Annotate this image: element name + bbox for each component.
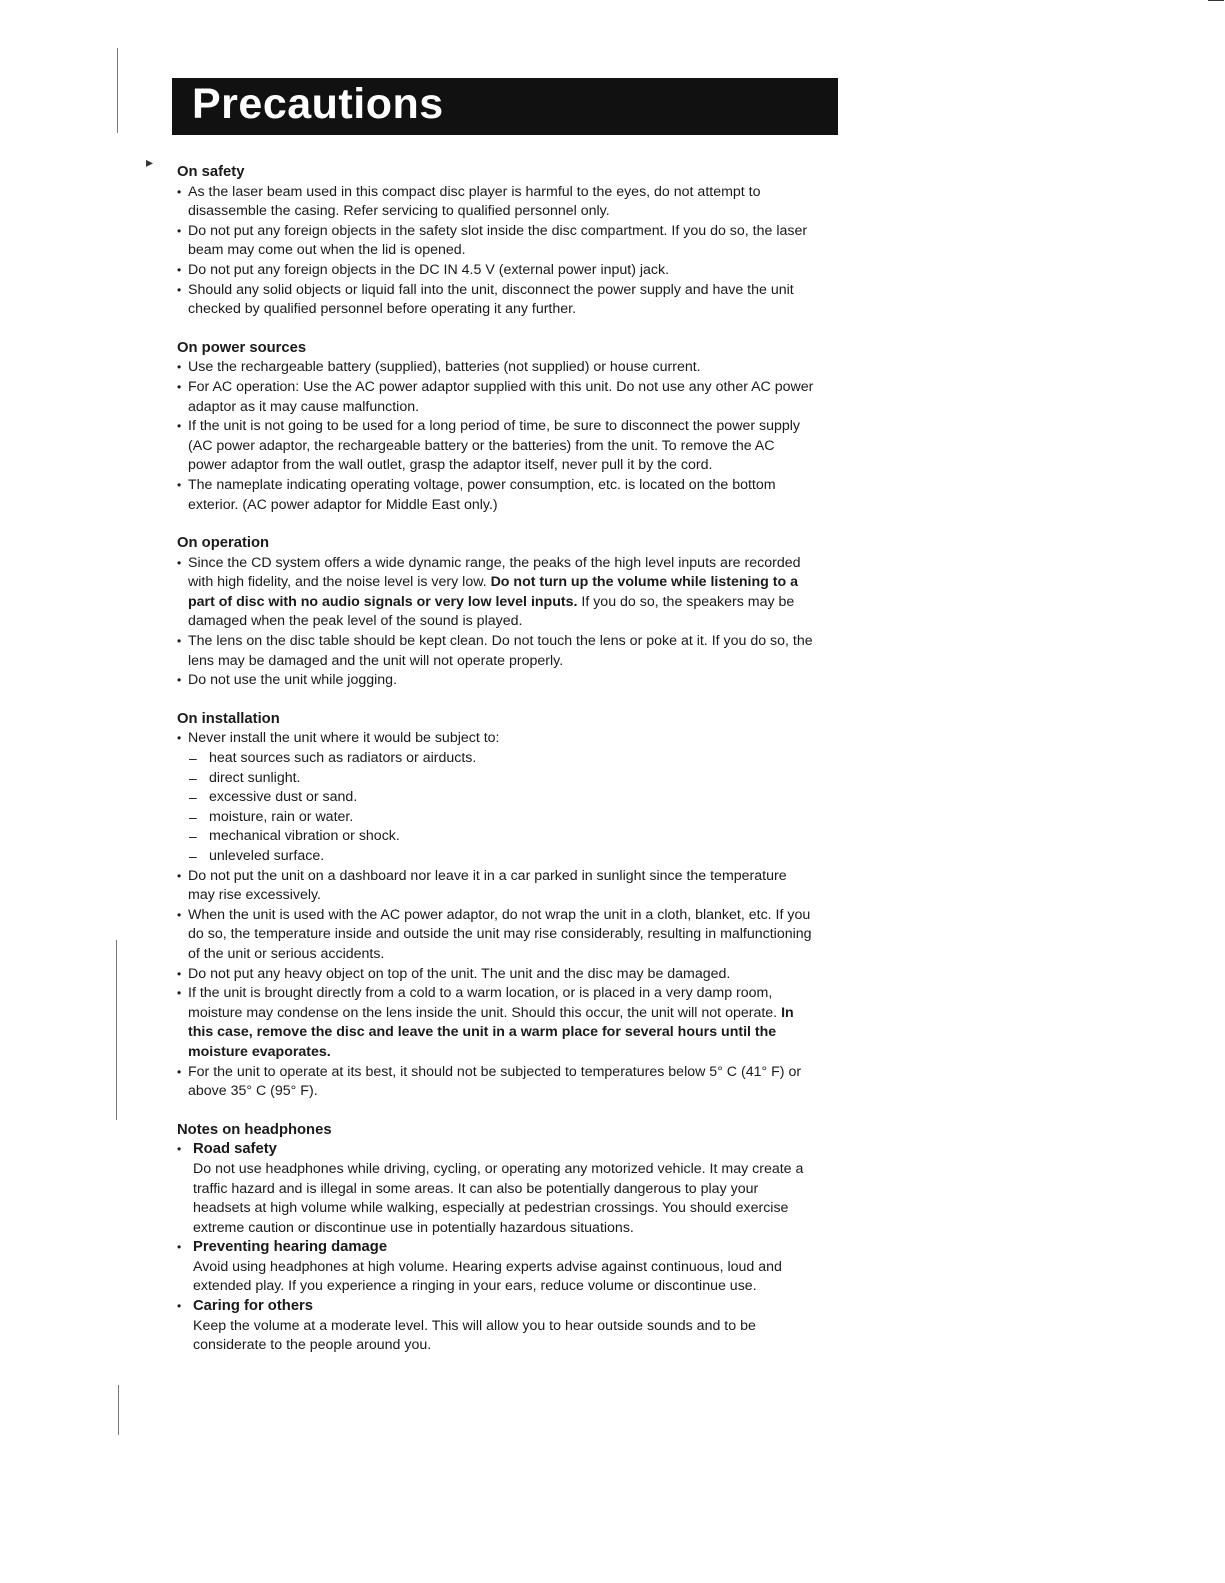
list-item: • Do not put any foreign objects in the safety slot inside the disc compartment. If you do so, the laser beam may come out when the lid is opened. [177,222,817,261]
section-heading: Notes on headphones [177,1121,332,1138]
list-item: • Do not use the unit while jogging. [177,671,817,691]
section-heading: On operation [177,535,270,552]
note-text: Do not use headphones while driving, cycling, or operating any motorized vehicle. It may create a traffic hazard and is illegal in some areas. It can also be potentially dangerous to play your headsets at high volume while walking, especially at pedestrian crossings. You should exercise extreme caution or discontinue use in potentially hazardous situations. [193,1160,804,1236]
note-item [177,1297,817,1356]
sub-list-item: – direct sunlight. [177,769,817,789]
sub-list-item: – heat sources such as radiators or airducts. [177,749,817,769]
scan-mark: ▸ [146,154,154,170]
edge-mark [1208,0,1224,1]
item-bold-warning: Do not turn up the volume while listening to a part of disc with no audio signals or very low level inputs. [188,574,798,610]
note-item [177,1238,817,1297]
note-text: Keep the volume at a moderate level. This will allow you to hear outside sounds and to be considerate to the people around you. [193,1317,756,1354]
list-item: • Should any solid objects or liquid fall into the unit, disconnect the power supply and have the unit checked by qualified personnel before operating it any further. [177,281,817,320]
section-on-installation [177,710,817,1102]
list-item [177,984,817,1062]
note-title: • Preventing hearing damage [193,1239,388,1256]
title-bar [172,78,838,135]
section-heading: On safety [177,164,245,180]
sub-list-item: – moisture, rain or water. [177,808,817,828]
page-title: Precautions [192,80,444,128]
section-on-power-sources [177,339,817,515]
list-item: • The lens on the disc table should be kept clean. Do not touch the lens or poke at it. If you do so, the lens may be damaged and the unit will not operate properly. [177,632,817,671]
scan-edge-line [118,1385,119,1435]
list-item: • For AC operation: Use the AC power adaptor supplied with this unit. Do not use any other AC power adaptor as it may cause malfunction. [177,378,817,417]
item-text: If you do so, the speakers may be damaged when the peak level of the sound is played. [188,593,795,630]
list-item: • Use the rechargeable battery (supplied), batteries (not supplied) or house current. [177,358,817,378]
sub-list-item: – unleveled surface. [177,847,817,867]
section-notes-on-headphones [177,1121,817,1356]
document-body [177,163,817,1375]
section-heading: On installation [177,710,280,727]
list-item: • For the unit to operate at its best, it should not be subjected to temperatures below 5° C (41° F) or above 35° C (95° F). [177,1063,817,1102]
item-text: If the unit is brought directly from a cold to a warm location, or is placed in a very damp room, moisture may condense on the lens inside the unit. Should this occur, the unit will not operate. [188,985,782,1021]
list-item: • When the unit is used with the AC power adaptor, do not wrap the unit in a cloth, blanket, etc. If you do so, the temperature inside and outside the unit may rise considerably, resulting in malfunctioning of the unit or serious accidents. [177,906,817,965]
list-item: • Do not put any heavy object on top of the unit. The unit and the disc may be damaged. [177,965,817,985]
note-item [177,1140,817,1238]
list-item [177,554,817,632]
sub-list-item: – excessive dust or sand. [177,788,817,808]
section-heading: On power sources [177,339,307,356]
item-bold-warning: In this case, remove the disc and leave the unit in a warm place for several hours until the moisture evaporates. [188,1004,794,1060]
list-item: • Do not put the unit on a dashboard nor leave it in a car parked in sunlight since the temperature may rise excessively. [177,867,817,906]
list-item: • As the laser beam used in this compact disc player is harmful to the eyes, do not attempt to disassemble the casing. Refer servicing to qualified personnel only. [177,183,817,222]
list-item: • If the unit is not going to be used for a long period of time, be sure to disconnect the power supply (AC power adaptor, the rechargeable battery or the batteries) from the unit. To remove the AC power adaptor from the wall outlet, grasp the adaptor itself, never pull it by the cord. [177,417,817,476]
note-text: Avoid using headphones at high volume. Hearing experts advise against continuous, loud and extended play. If you experience a ringing in your ears, reduce volume or discontinue use. [193,1258,782,1295]
list-item: • The nameplate indicating operating voltage, power consumption, etc. is located on the bottom exterior. (AC power adaptor for Middle East only.) [177,476,817,515]
scan-edge-line [117,48,118,133]
note-title: • Road safety [193,1141,277,1158]
list-item: • Never install the unit where it would be subject to: [177,729,817,749]
section-on-safety [177,163,817,320]
section-on-operation [177,534,817,691]
list-item: • Do not put any foreign objects in the DC IN 4.5 V (external power input) jack. [177,261,817,281]
scan-edge-line [116,940,117,1120]
item-text: Since the CD system offers a wide dynamic range, the peaks of the high level inputs are recorded with high fidelity, and the noise level is very low. [188,554,801,591]
note-title: • Caring for others [193,1298,314,1315]
sub-list-item: – mechanical vibration or shock. [177,827,817,847]
